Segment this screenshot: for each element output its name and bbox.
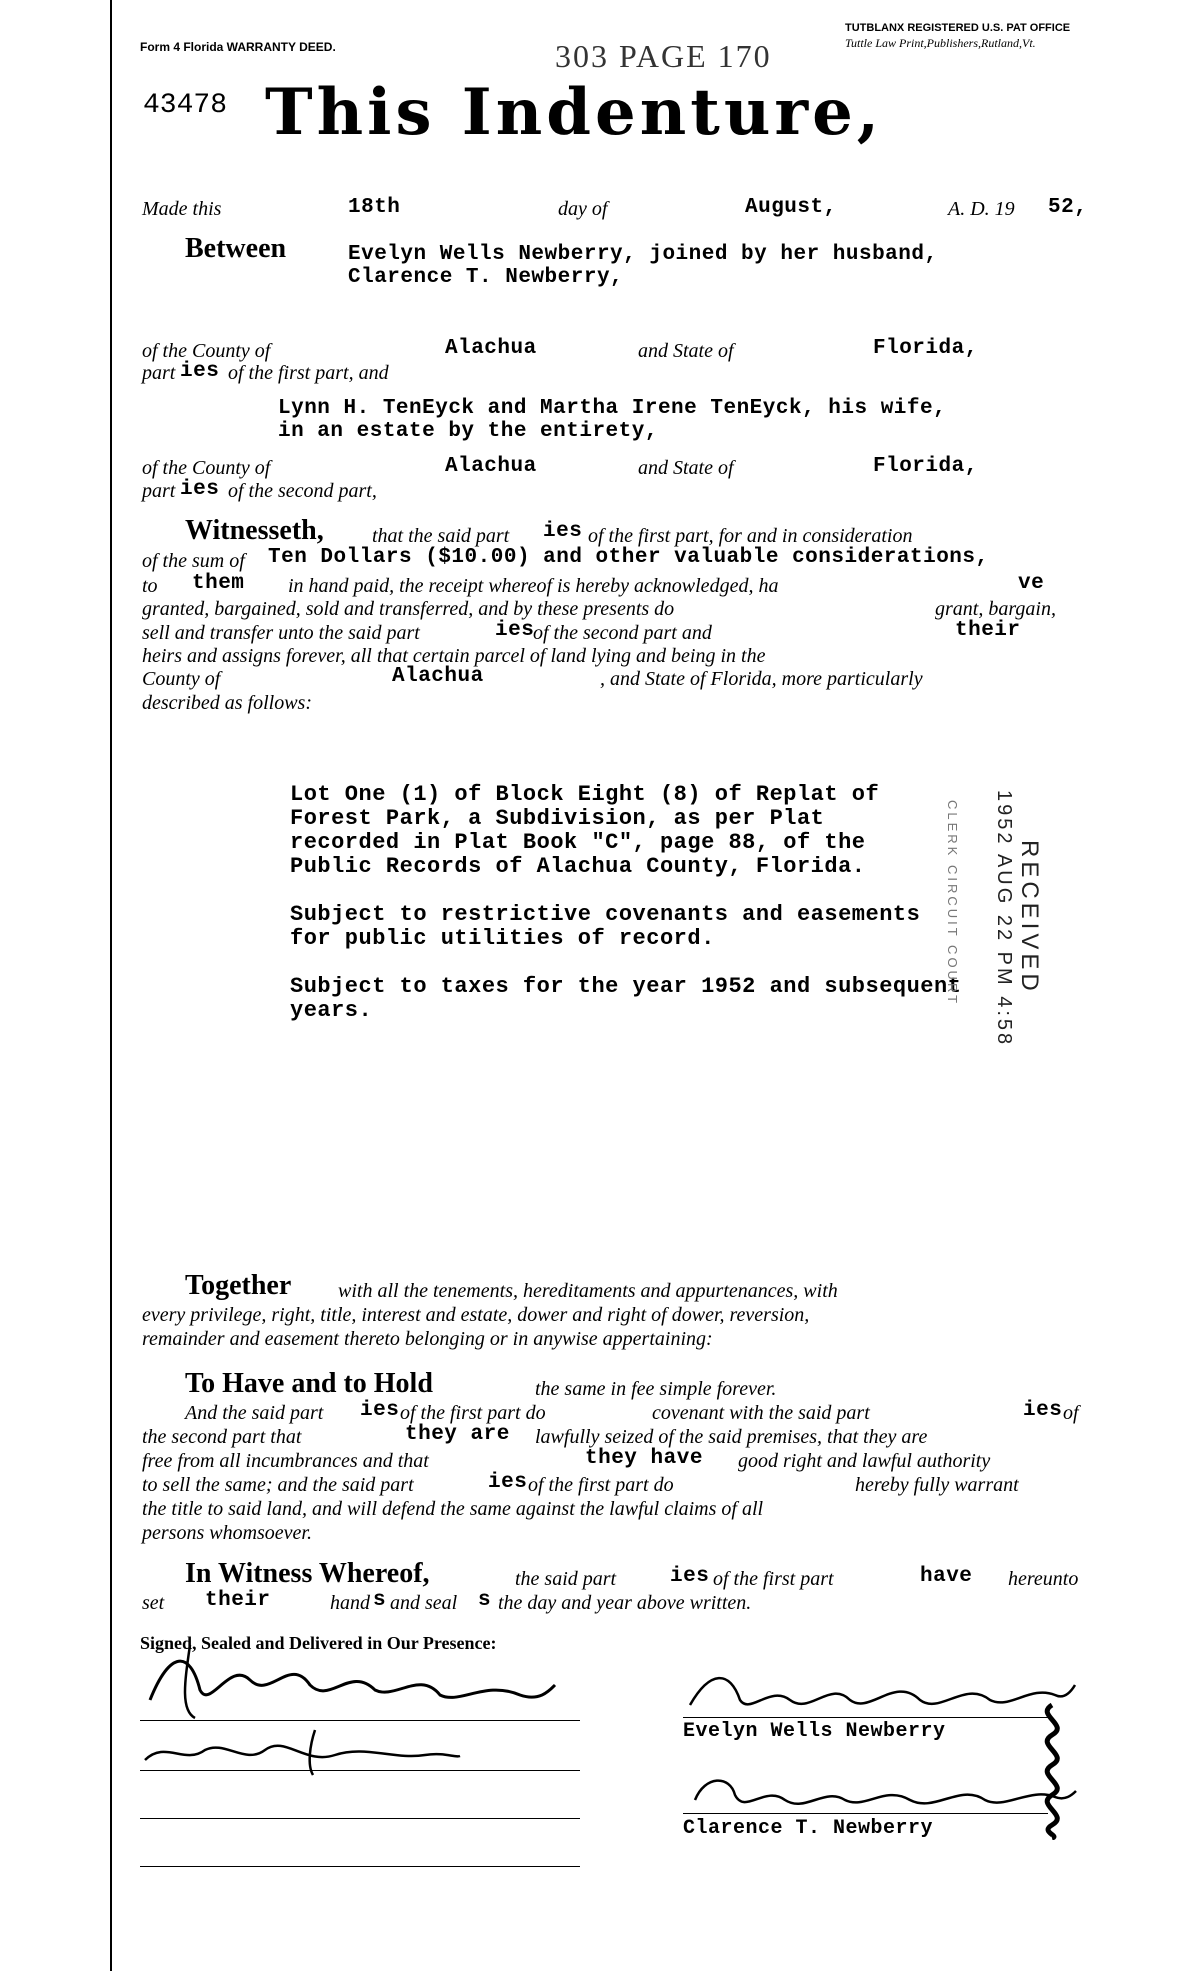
instrument-number: 43478 bbox=[143, 90, 228, 121]
second-state-value: Florida, bbox=[873, 455, 978, 478]
together-l3: remainder and easement thereto belonging or in anywise appertaining: bbox=[142, 1328, 713, 1350]
signer-1-name: Evelyn Wells Newberry bbox=[683, 1720, 946, 1743]
habendum-l3a: the second part that bbox=[142, 1426, 302, 1448]
in-witness-l2b: their bbox=[205, 1589, 271, 1612]
habendum-l4c: good right and lawful authority bbox=[738, 1450, 991, 1472]
made-this-label: Made this bbox=[142, 198, 222, 220]
habendum-l1: the same in fee simple forever. bbox=[535, 1378, 777, 1400]
witnesseth-l2b: Ten Dollars ($10.00) and other valuable considerations, bbox=[268, 546, 989, 569]
book-page-stamp: 303 PAGE 170 bbox=[555, 38, 772, 74]
day-of-label: day of bbox=[558, 198, 608, 220]
witnesseth-l6: heirs and assigns forever, all that certain parcel of land lying and being in the bbox=[142, 645, 766, 667]
publisher-name: Tuttle Law Print,Publishers,Rutland,Vt. bbox=[845, 36, 1036, 50]
in-witness-l1b: ies bbox=[670, 1565, 710, 1588]
witnesseth-l3d: ve bbox=[1018, 572, 1045, 595]
second-county-label: of the County of bbox=[142, 457, 271, 479]
habendum-l2c: of the first part do bbox=[400, 1402, 546, 1424]
in-witness-l2g: the day and year above written. bbox=[498, 1592, 752, 1614]
habendum-l2e: ies bbox=[1023, 1399, 1063, 1422]
document-title: This Indenture, bbox=[265, 75, 884, 150]
received-stamp-date: 1952 AUG 22 PM 4:58 bbox=[993, 790, 1015, 1048]
second-parties-prefix: part bbox=[142, 480, 176, 502]
witnesseth-l1a: that the said part bbox=[372, 525, 510, 547]
habendum-heading: To Have and to Hold bbox=[185, 1368, 433, 1399]
signer-2-signature bbox=[680, 1765, 1080, 1820]
together-l2: every privilege, right, title, interest and estate, dower and right of dower, reversion, bbox=[142, 1304, 810, 1326]
second-parties-typed: ies bbox=[180, 478, 220, 501]
grantor-line-2: Clarence T. Newberry, bbox=[348, 266, 624, 289]
in-witness-l2f: s bbox=[478, 1589, 492, 1612]
habendum-l5a: to sell the same; and the said part bbox=[142, 1474, 414, 1496]
witnesseth-l2a: of the sum of bbox=[142, 550, 245, 572]
habendum-l2b: ies bbox=[360, 1399, 400, 1422]
witnesseth-l7b: Alachua bbox=[392, 665, 484, 688]
received-stamp-office: CLERK CIRCUIT COURT bbox=[945, 800, 960, 1007]
publisher-brand: TUTBLANX REGISTERED U.S. PAT OFFICE bbox=[845, 22, 1071, 34]
witnesseth-l5c: of the second part and bbox=[533, 622, 712, 644]
first-county-value: Alachua bbox=[445, 337, 537, 360]
together-l1: with all the tenements, hereditaments and appurtenances, with bbox=[338, 1280, 838, 1302]
habendum-l6: the title to said land, and will defend the same against the lawful claims of all bbox=[142, 1498, 764, 1520]
form-label: Form 4 Florida WARRANTY DEED. bbox=[140, 40, 336, 54]
habendum-l4a: free from all incumbrances and that bbox=[142, 1450, 429, 1472]
second-state-label: and State of bbox=[638, 457, 734, 479]
in-witness-heading: In Witness Whereof, bbox=[185, 1558, 430, 1589]
in-witness-l2a: set bbox=[142, 1592, 165, 1614]
witness-line-4 bbox=[140, 1866, 580, 1867]
legal-p1-l3: recorded in Plat Book "C", page 88, of the bbox=[290, 830, 866, 855]
witnesseth-l5a: sell and transfer unto the said part bbox=[142, 622, 420, 644]
witnesseth-l1c: of the first part, for and in consideration bbox=[588, 525, 913, 547]
grantee-line-1: Lynn H. TenEyck and Martha Irene TenEyck, his wife, bbox=[278, 397, 947, 420]
habendum-l2d: covenant with the said part bbox=[652, 1402, 870, 1424]
witnesseth-l3b: them bbox=[192, 572, 245, 595]
witnesseth-l1b: ies bbox=[543, 520, 583, 543]
second-county-value: Alachua bbox=[445, 455, 537, 478]
witnesseth-l5b: ies bbox=[495, 619, 535, 642]
habendum-l5d: hereby fully warrant bbox=[855, 1474, 1019, 1496]
year-value: 52, bbox=[1048, 196, 1088, 219]
second-parties-suffix: of the second part, bbox=[228, 480, 377, 502]
witnesseth-l4b: grant, bargain, bbox=[935, 598, 1056, 620]
grantee-line-2: in an estate by the entirety, bbox=[278, 420, 658, 443]
legal-p3-l1: Subject to taxes for the year 1952 and subsequent bbox=[290, 974, 962, 999]
legal-p2-l2: for public utilities of record. bbox=[290, 926, 715, 951]
legal-p1-l1: Lot One (1) of Block Eight (8) of Replat of bbox=[290, 782, 880, 807]
witness-signature-2 bbox=[135, 1720, 465, 1780]
first-county-label: of the County of bbox=[142, 340, 271, 362]
left-border-rule bbox=[110, 0, 112, 1971]
grantor-line-1: Evelyn Wells Newberry, joined by her husband, bbox=[348, 243, 938, 266]
in-witness-l1e: hereunto bbox=[1008, 1568, 1079, 1590]
witness-label: Signed, Sealed and Delivered in Our Presence: bbox=[140, 1633, 497, 1653]
legal-p3-l2: years. bbox=[290, 998, 373, 1023]
witnesseth-l3a: to bbox=[142, 575, 158, 597]
in-witness-l1a: the said part bbox=[515, 1568, 617, 1590]
habendum-l2f: of bbox=[1063, 1402, 1079, 1424]
in-witness-l2c: hand bbox=[330, 1592, 370, 1614]
witnesseth-l4a: granted, bargained, sold and transferred, and by these presents do bbox=[142, 598, 675, 620]
legal-p2-l1: Subject to restrictive covenants and easements bbox=[290, 902, 921, 927]
first-parties-prefix: part bbox=[142, 362, 176, 384]
in-witness-l2e: and seal bbox=[390, 1592, 458, 1614]
day-value: 18th bbox=[348, 196, 401, 219]
habendum-l3b: they are bbox=[405, 1423, 510, 1446]
signer-1-signature bbox=[680, 1660, 1080, 1720]
habendum-l4b: they have bbox=[585, 1447, 703, 1470]
legal-p1-l4: Public Records of Alachua County, Florida. bbox=[290, 854, 866, 879]
witnesseth-l7c: , and State of Florida, more particularly bbox=[600, 668, 923, 690]
habendum-l2a: And the said part bbox=[185, 1402, 324, 1424]
month-value: August, bbox=[745, 196, 837, 219]
ad-label: A. D. 19 bbox=[948, 198, 1015, 220]
first-parties-suffix: of the first part, and bbox=[228, 362, 389, 384]
witness-line-3 bbox=[140, 1818, 580, 1819]
witnesseth-heading: Witnesseth, bbox=[185, 515, 324, 546]
habendum-l5c: of the first part do bbox=[528, 1474, 674, 1496]
in-witness-l1d: have bbox=[920, 1565, 973, 1588]
seal-scroll-icon bbox=[1030, 1700, 1075, 1840]
between-heading: Between bbox=[185, 233, 287, 264]
witnesseth-l8: described as follows: bbox=[142, 692, 312, 714]
witnesseth-l3c: in hand paid, the receipt whereof is hereby acknowledged, ha bbox=[288, 575, 779, 597]
received-stamp: RECEIVED bbox=[1016, 840, 1043, 995]
first-parties-typed: ies bbox=[180, 360, 220, 383]
in-witness-l2d: s bbox=[373, 1589, 387, 1612]
together-heading: Together bbox=[185, 1270, 292, 1301]
legal-p1-l2: Forest Park, a Subdivision, as per Plat bbox=[290, 806, 825, 831]
witnesseth-l5d: their bbox=[955, 619, 1021, 642]
habendum-l5b: ies bbox=[488, 1471, 528, 1494]
in-witness-l1c: of the first part bbox=[713, 1568, 834, 1590]
first-state-label: and State of bbox=[638, 340, 734, 362]
habendum-l3c: lawfully seized of the said premises, that they are bbox=[535, 1426, 928, 1448]
witnesseth-l7a: County of bbox=[142, 668, 221, 690]
witness-signature-1 bbox=[130, 1640, 560, 1720]
habendum-l7: persons whomsoever. bbox=[142, 1522, 312, 1544]
first-state-value: Florida, bbox=[873, 337, 978, 360]
signer-2-name: Clarence T. Newberry bbox=[683, 1817, 934, 1840]
